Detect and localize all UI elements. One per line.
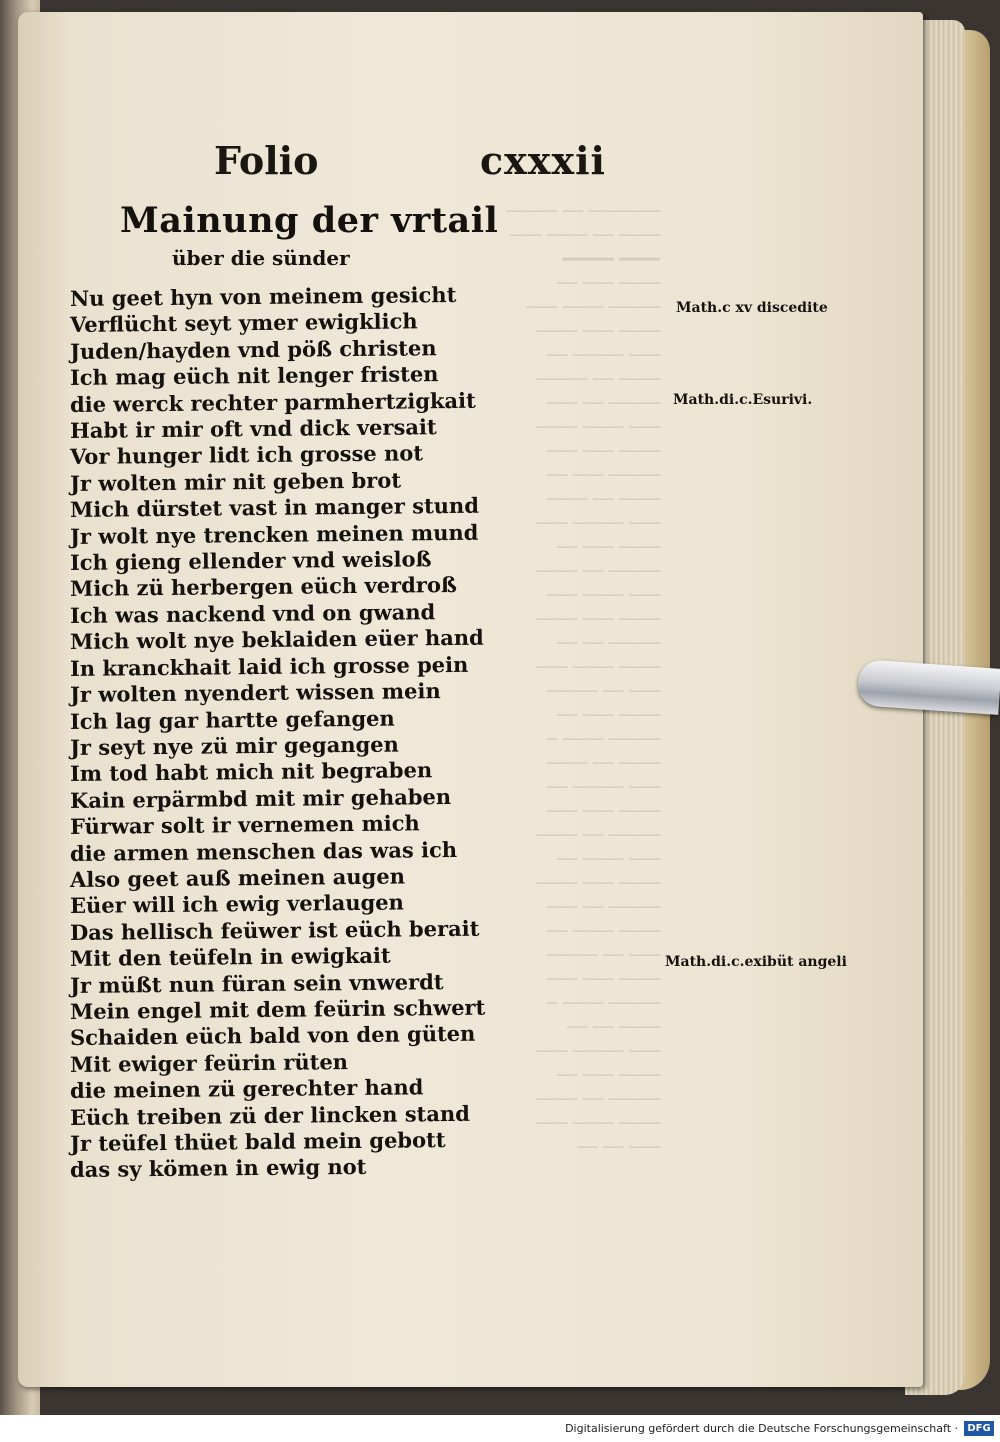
verse-line: Jr wolten nyendert wissen mein bbox=[69, 678, 441, 708]
verse-line: Das hellisch feüwer ist eüch berait bbox=[69, 915, 480, 945]
verse-line: Jr wolt nye trencken meinen mund bbox=[69, 519, 479, 549]
verse-line: Vor hunger lidt ich grosse not bbox=[69, 440, 424, 470]
verse-line: In kranckhait laid ich grosse pein bbox=[69, 651, 469, 681]
verse-line: Ich was nackend vnd on gwand bbox=[69, 599, 436, 628]
verse-line: Mit ewiger feürin rüten bbox=[69, 1048, 349, 1077]
show-through-text: ─────── ── ───── ──── ── ──── ─── ━━━━ ━━━━━ ──── ─── ── ───── ──── ─── ──── ─── ──── ─── ───── ── ──── ── ───── ───── ── ─── ─── ──── ──── ──── ─── ─── ───── ─── ── ──── ── ──── ─── ───── ─── ──── ─── ── ───── ── ──── ─── ──── ─── ──── ─── ──── ───── ── ── ──── ──── ─── ─── ── ───── ──── ─── ── ───── ──── ─ ──── ── ──── ─── ───── ── ──── ─── ─── ───── ── ──── ─── ──── ── ──── ─── ──── ───── ── ─── ──── ──── ── ─── ── ───── ──── ─── ─── ───── ──── ─ ──── ── ── ─── ───── ─── ──── ─── ── ───── ── ──── ──── ──── ─── ─── ── ── bbox=[505, 202, 660, 1158]
verse-line: Mein engel mit dem feürin schwert bbox=[69, 994, 486, 1024]
section-title: Mainung der vrtail bbox=[120, 200, 499, 241]
dfg-logo: DFG bbox=[964, 1421, 994, 1436]
verse-line: Also geet auß meinen augen bbox=[69, 863, 406, 892]
verse-line: die armen menschen das was ich bbox=[69, 836, 458, 866]
verse-line: Jr müßt nun füran sein vnwerdt bbox=[69, 968, 444, 998]
marginal-note: Math.c xv discedite bbox=[676, 300, 828, 316]
verse-line: Mit den teüfeln in ewigkait bbox=[69, 942, 391, 972]
verse-line: Im tod habt mich nit begraben bbox=[69, 757, 433, 787]
marginal-note: Math.di.c.Esurivi. bbox=[673, 392, 813, 408]
verse-text bbox=[69, 281, 486, 1184]
verse-line: Juden/hayden vnd pöß christen bbox=[69, 334, 437, 364]
verse-line: Jr teüfel thüet bald mein gebott bbox=[69, 1127, 446, 1156]
verse-line: die meinen zü gerechter hand bbox=[69, 1074, 424, 1104]
verse-line: das sy kömen in ewig not bbox=[69, 1154, 367, 1183]
verse-line: Mich wolt nye beklaiden eüer hand bbox=[69, 624, 484, 655]
verse-line: Schaiden eüch bald von den güten bbox=[69, 1021, 476, 1051]
verse-line: Verflücht seyt ymer ewigklich bbox=[69, 308, 418, 338]
verse-line: Nu geet hyn von meinem gesicht bbox=[69, 281, 457, 311]
verse-line: Mich dürstet vast in manger stund bbox=[69, 492, 480, 523]
footer-bar bbox=[0, 1415, 1000, 1442]
section-subtitle: über die sünder bbox=[172, 246, 350, 270]
verse-line: Fürwar solt ir vernemen mich bbox=[69, 810, 420, 840]
verse-line: Jr wolten mir nit geben brot bbox=[69, 467, 402, 496]
page-clip bbox=[857, 659, 1000, 715]
verse-line: Mich zü herbergen eüch verdroß bbox=[69, 572, 457, 602]
folio-number: cxxxii bbox=[480, 138, 606, 183]
marginal-note: Math.di.c.exibüt angeli bbox=[665, 954, 847, 970]
funding-credit: Digitalisierung gefördert durch die Deutsche Forschungsgemeinschaft · bbox=[565, 1422, 958, 1435]
verse-line: Eüch treiben zü der lincken stand bbox=[69, 1100, 470, 1130]
folio-label: Folio bbox=[214, 138, 319, 183]
verse-line: Ich mag eüch nit lenger fristen bbox=[69, 361, 439, 391]
verse-line: Kain erpärmbd mit mir gehaben bbox=[69, 783, 452, 813]
verse-line: die werck rechter parmhertzigkait bbox=[69, 387, 476, 417]
verse-line: Ich gieng ellender vnd weisloß bbox=[69, 546, 432, 576]
verse-line: Eüer will ich ewig verlaugen bbox=[69, 889, 404, 919]
verse-line: Habt ir mir oft vnd dick versait bbox=[69, 414, 437, 444]
verse-line: Ich lag gar hartte gefangen bbox=[69, 705, 395, 734]
verse-line: Jr seyt nye zü mir gegangen bbox=[69, 731, 399, 760]
